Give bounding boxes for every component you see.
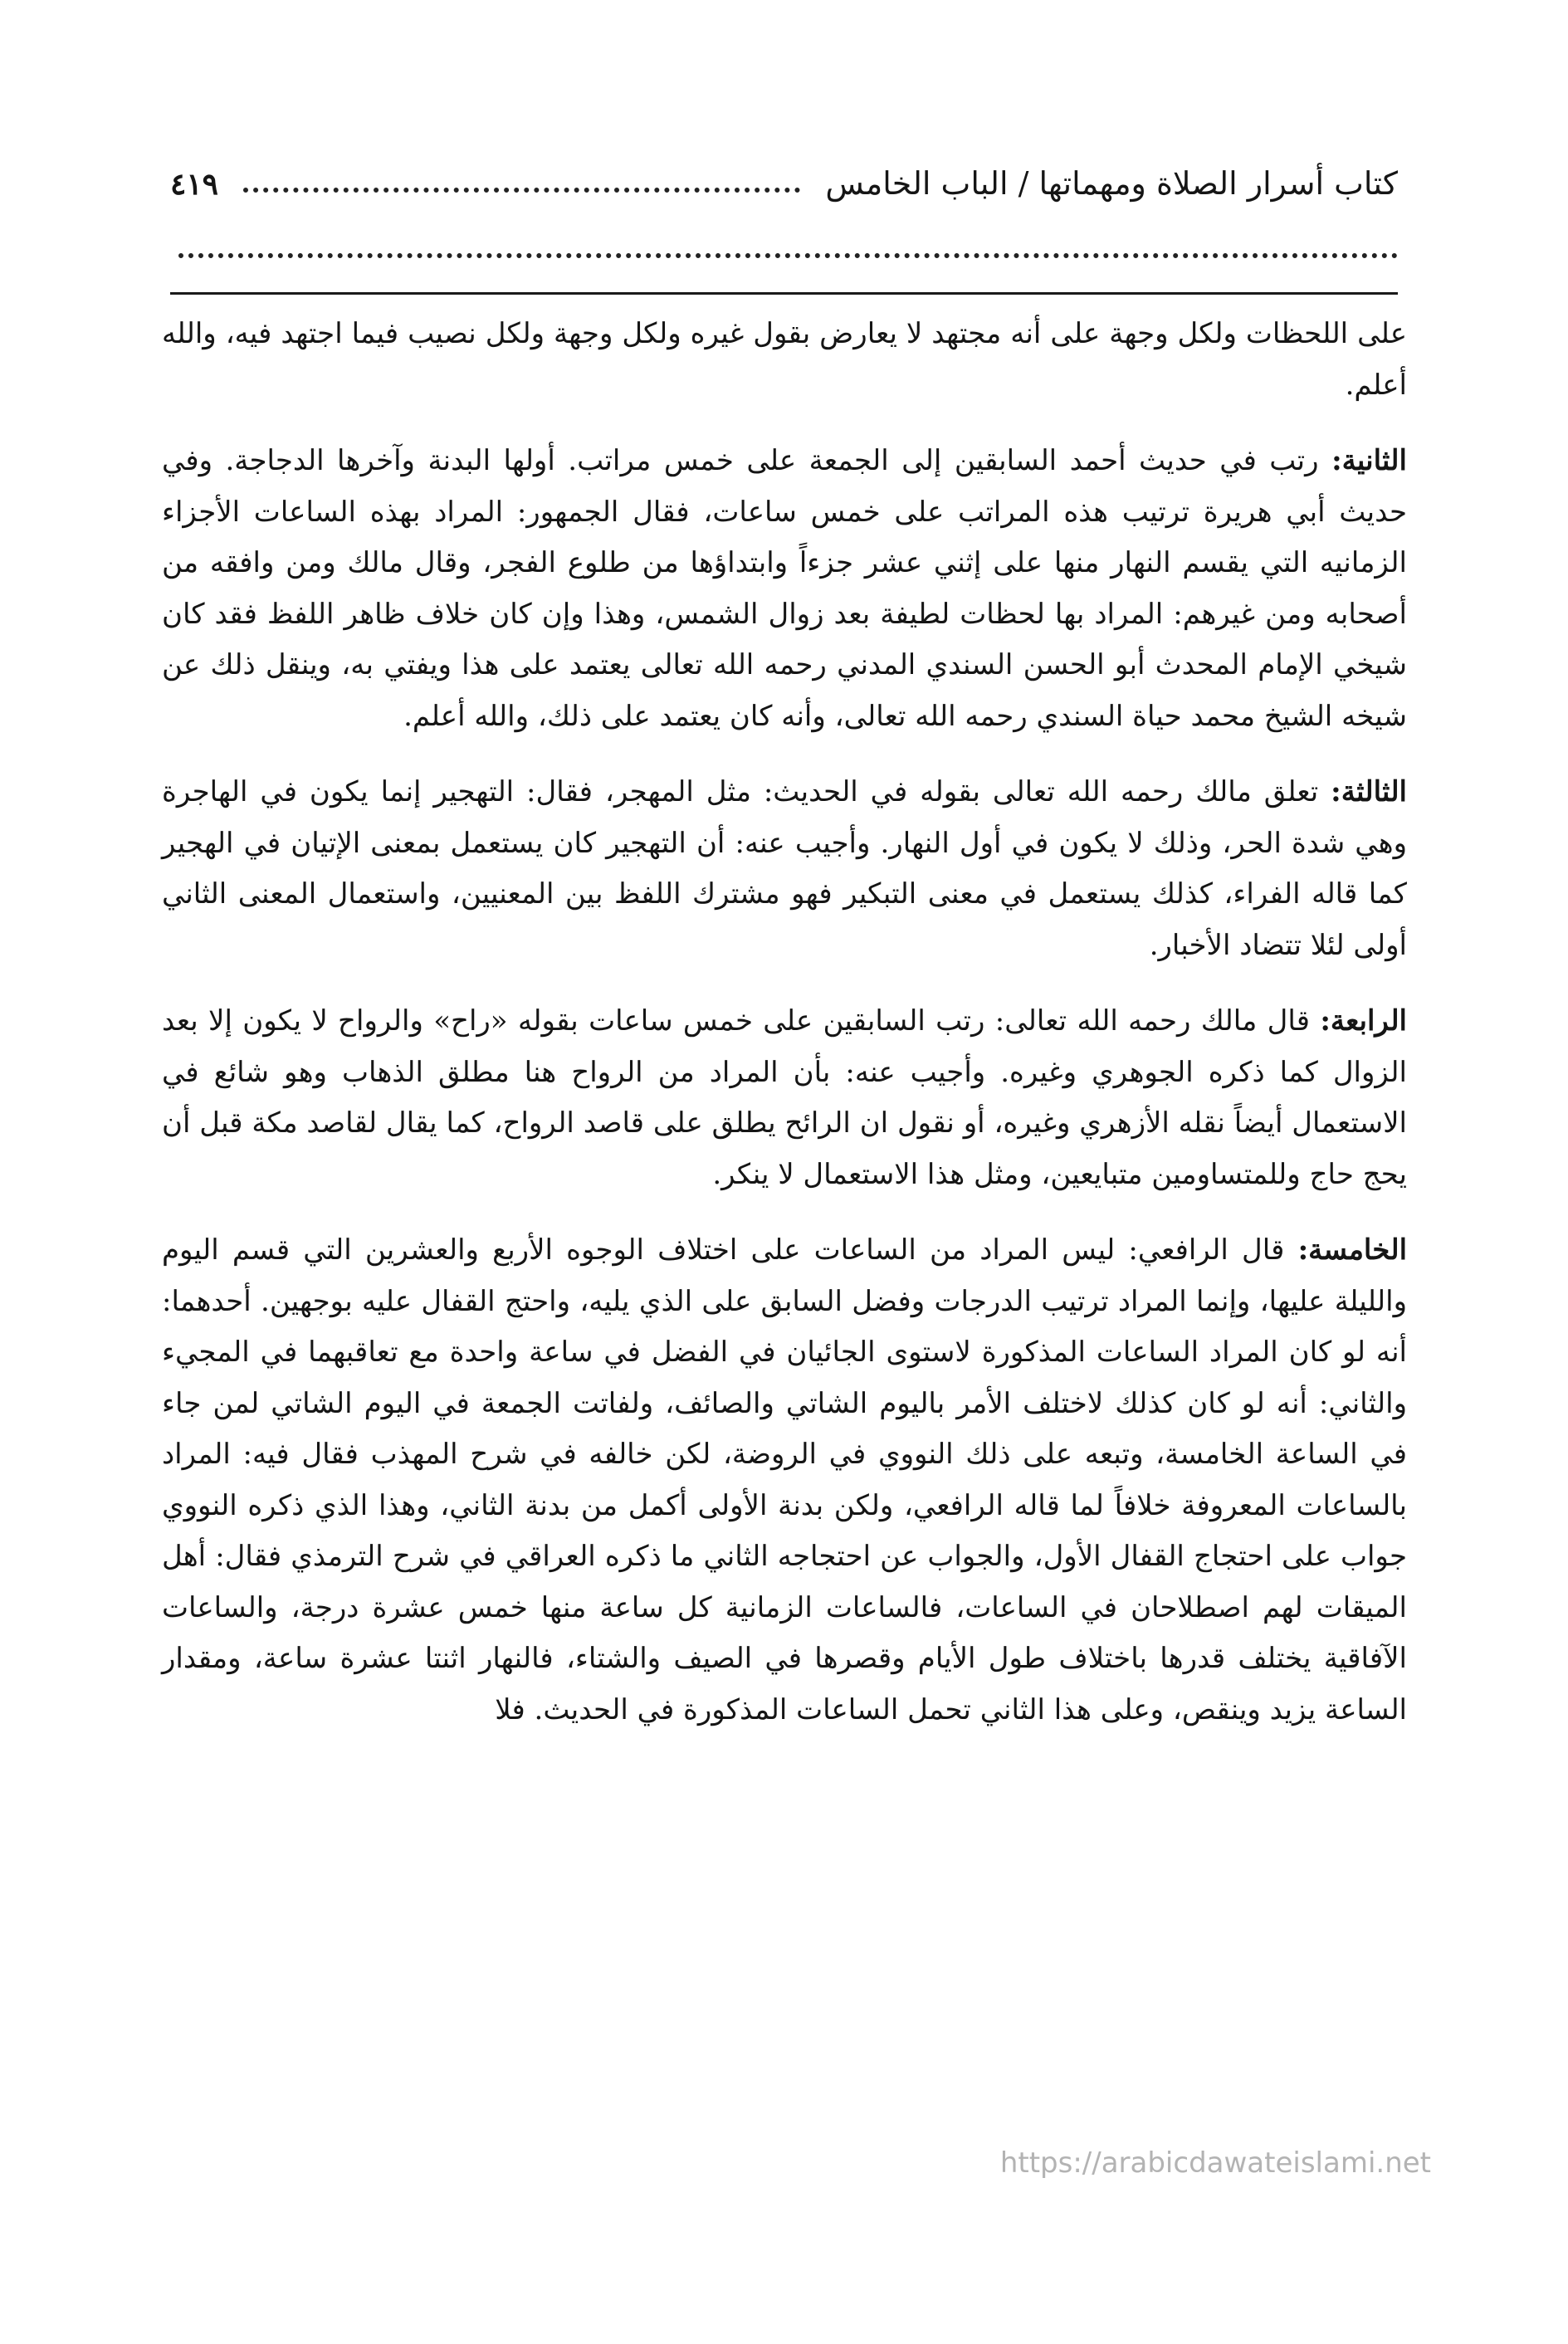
paragraph-third bbox=[162, 767, 1407, 971]
paragraph-fifth bbox=[162, 1225, 1407, 1736]
paragraph-text: قال مالك رحمه الله تعالى: رتب السابقين على خمس ساعات بقوله «راح» والرواح لا يكون إلا بعد الزوال كما ذكره الجوهري وغيره. وأجيب عنه: بأن المراد من الرواح هنا مطلق الذهاب وهو شائع في الاستعمال أيضاً نقله الأزهري وغيره، أو نقول ان الرائح يطلق على قاصد الرواح، كما يقال لقاصد مكة قبل أن يحج حاج وللمتساومين متبايعين، ومثل هذا الاستعمال لا ينكر. bbox=[162, 1004, 1407, 1191]
paragraph-fourth bbox=[162, 996, 1407, 1200]
paragraph-heading: الثانية: bbox=[1331, 444, 1407, 477]
chapter-title: كتاب أسرار الصلاة ومهماتها / الباب الخامس bbox=[825, 165, 1398, 202]
header-leader-dots bbox=[243, 188, 800, 193]
paragraph-heading: الثالثة: bbox=[1331, 775, 1407, 808]
paragraph-second bbox=[162, 436, 1407, 742]
paragraph-heading: الرابعة: bbox=[1320, 1004, 1407, 1038]
paragraph-text: على اللحظات ولكل وجهة على أنه مجتهد لا يعارض بقول غيره ولكل وجهة ولكل نصيب فيما اجتهد فيه، والله أعلم. bbox=[162, 317, 1407, 402]
paragraph-text: قال الرافعي: ليس المراد من الساعات على اختلاف الوجوه الأربع والعشرين التي قسم اليوم والليلة عليها، وإنما المراد ترتيب الدرجات وفضل السابق على الذي يليه، واحتج القفال عليه بوجهين. أحدهما: أنه لو كان المراد الساعات المذكورة لاستوى الجائيان في الفضل في ساعة واحدة مع تعاقبهما في المجيء والثاني: أنه لو كان كذلك لاختلف الأمر باليوم الشاتي والصائف، ولفاتت الجمعة في اليوم الشاتي لمن جاء في الساعة الخامسة، وتبعه على ذلك النووي في الروضة، لكن خالفه في شرح المهذب فقال فيه: المراد بالساعات المعروفة خلافاً لما قاله الرافعي، ولكن بدنة الأولى أكمل من بدنة الثاني، وهذا الذي ذكره النووي جواب على احتجاج القفال الأول، والجواب عن احتجاجه الثاني ما ذكره العراقي في شرح الترمذي فقال: أهل الميقات لهم اصطلاحان في الساعات، فالساعات الزمانية كل ساعة منها خمس عشرة درجة، والساعات الآفاقية يختلف قدرها باختلاف طول الأيام وقصرها في الصيف والشتاء، فالنهار اثنتا عشرة ساعة، ومقدار الساعة يزيد وينقص، وعلى هذا الثاني تحمل الساعات المذكورة في الحديث. فلا bbox=[162, 1233, 1407, 1726]
paragraph-continuation bbox=[162, 309, 1407, 411]
paragraph-text: رتب في حديث أحمد السابقين إلى الجمعة على خمس مراتب. أولها البدنة وآخرها الدجاجة. وفي حديث أبي هريرة ترتيب هذه المراتب على خمس ساعات، فقال الجمهور: المراد بهذه الساعات الأجزاء الزمانيه التي يقسم النهار منها على إثني عشر جزءاً وابتداؤها من طلوع الفجر، وقال مالك ومن وافقه من أصحابه ومن غيرهم: المراد بها لحظات لطيفة بعد زوال الشمس، وهذا وإن كان خلاف ظاهر اللفظ فقد كان شيخي الإمام المحدث أبو الحسن السندي المدني رحمه الله تعالى يعتمد على هذا ويفتي به، وينقل ذلك عن شيخه الشيخ محمد حياة السندي رحمه الله تعالى، وأنه كان يعتمد على ذلك، والله أعلم. bbox=[162, 444, 1407, 733]
header-dotted-line bbox=[178, 253, 1398, 258]
running-header bbox=[170, 133, 1398, 202]
paragraph-text: تعلق مالك رحمه الله تعالى بقوله في الحديث: مثل المهجر، فقال: التهجير إنما يكون في الهاجرة وهي شدة الحر، وذلك لا يكون في أول النهار. وأجيب عنه: أن التهجير كان يستعمل بمعنى الإتيان في الهجير كما قاله الفراء، كذلك يستعمل في معنى التبكير فهو مشترك اللفظ بين المعنيين، واستعمال المعنى الثاني أولى لئلا تتضاد الأخبار. bbox=[162, 775, 1407, 962]
page-number: ٤١٩ bbox=[170, 167, 219, 202]
header-divider bbox=[170, 292, 1398, 295]
page-body bbox=[162, 309, 1407, 1760]
source-watermark: https://arabicdawateislami.net bbox=[999, 2146, 1431, 2180]
paragraph-heading: الخامسة: bbox=[1297, 1233, 1408, 1267]
